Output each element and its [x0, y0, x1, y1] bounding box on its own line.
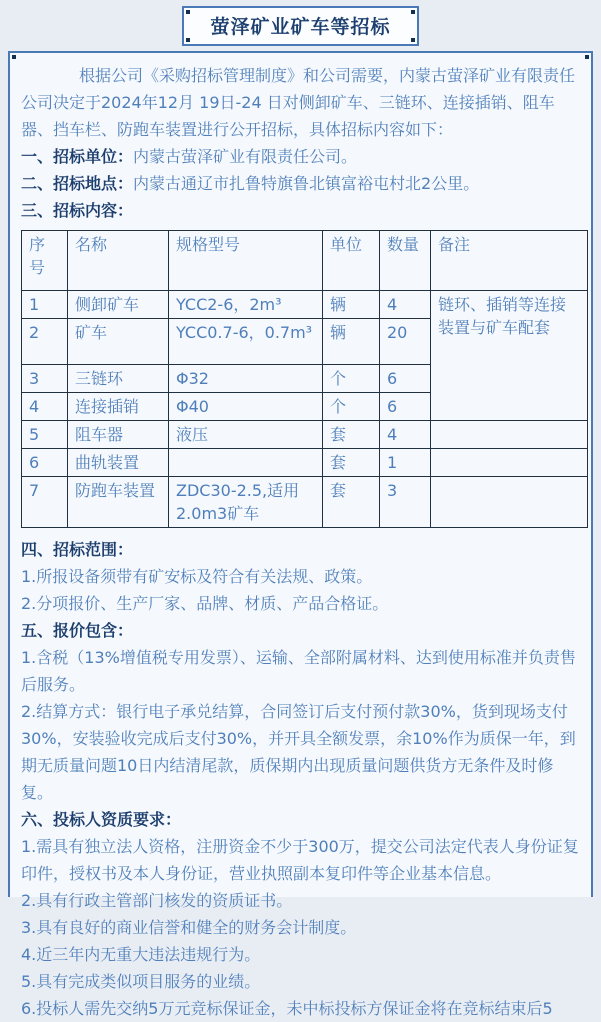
- cell-name: 阻车器: [68, 421, 169, 449]
- table-row: [22, 291, 588, 319]
- table-row: [22, 421, 588, 449]
- cell-spec: YCC2-6，2m³: [169, 291, 323, 319]
- section-label: 三、招标内容：: [21, 201, 134, 220]
- cell-no: 3: [22, 365, 68, 393]
- table-row: [22, 449, 588, 477]
- col-header-qty: 数量: [380, 231, 431, 291]
- cell-name: 曲轨装置: [68, 449, 169, 477]
- cell-no: 5: [22, 421, 68, 449]
- cell-spec: YCC0.7-6，0.7m³: [169, 319, 323, 365]
- section-tender-location: [21, 170, 583, 197]
- cell-qty: 20: [380, 319, 431, 365]
- col-header-remark: 备注: [431, 231, 588, 291]
- section-label: 二、招标地点：: [21, 174, 134, 193]
- table-header-row: [22, 231, 588, 291]
- cell-name: 三链环: [68, 365, 169, 393]
- cell-unit: 套: [323, 477, 380, 528]
- cell-no: 2: [22, 319, 68, 365]
- cell-spec: Φ32: [169, 365, 323, 393]
- section6-item: 2.具有行政主管部门核发的资质证书。: [21, 891, 293, 910]
- col-header-unit: 单位: [323, 231, 380, 291]
- section6-item: 6.投标人需先交纳5万元竞标保证金，未中标投标方保证金将在竞标结束后5: [21, 999, 553, 1018]
- cell-name: 防跑车装置: [68, 477, 169, 528]
- section5-item: 1.含税（13%增值税专用发票）、运输、全部附属材料、达到使用标准并负责售后服务。: [21, 648, 576, 694]
- section-tender-content: [21, 197, 583, 224]
- col-header-no: 序号: [22, 231, 68, 291]
- cell-spec: [169, 449, 323, 477]
- cell-unit: 套: [323, 449, 380, 477]
- tender-items-table: [21, 230, 588, 528]
- corner-dot: [186, 10, 190, 14]
- col-header-name: 名称: [68, 231, 169, 291]
- cell-unit: 套: [323, 421, 380, 449]
- section5-heading: 五、报价包含：: [21, 621, 134, 640]
- intro-paragraph: 根据公司《采购招标管理制度》和公司需要，内蒙古萤泽矿业有限责任公司决定于2024年12月 19日-24 日对侧卸矿车、三链环、连接插销、阻车器、挡车栏、防跑车装置进行公开招标，具体招标内容如下：: [21, 66, 576, 139]
- cell-qty: 6: [380, 365, 431, 393]
- section4-item: 1.所报设备须带有矿安标及符合有关法规、政策。: [21, 567, 373, 586]
- corner-dot: [186, 38, 190, 42]
- table-row: [22, 477, 588, 528]
- section4-heading: 四、招标范围：: [21, 540, 134, 559]
- section-tender-unit: [21, 143, 583, 170]
- section6-item: 5.具有完成类似项目服务的业绩。: [21, 972, 261, 991]
- section6-item: 1.需具有独立法人资格，注册资金不少于300万，提交公司法定代表人身份证复印件，授权书及本人身份证，营业执照副本复印件等企业基本信息。: [21, 837, 579, 883]
- cell-qty: 4: [380, 421, 431, 449]
- cell-qty: 1: [380, 449, 431, 477]
- section5-item: 2.结算方式：银行电子承兑结算，合同签订后支付预付款30%，货到现场支付30%，安装验收完成后支付30%，并开具全额发票，余10%作为质保一年，到期无质量问题10日内结清尾款，质保期内出现质量问题供货方无条件及时修复。: [21, 702, 576, 802]
- corner-dot: [411, 38, 415, 42]
- corner-dot: [411, 10, 415, 14]
- section4-item: 2.分项报价、生产厂家、品牌、材质、产品合格证。: [21, 594, 389, 613]
- cell-remark: [431, 421, 588, 449]
- cell-remark: [431, 449, 588, 477]
- cell-spec: 液压: [169, 421, 323, 449]
- cell-remark-merged: 链环、插销等连接装置与矿车配套: [431, 291, 588, 421]
- cell-spec: ZDC30-2.5,适用2.0m3矿车: [169, 477, 323, 528]
- cell-remark: [431, 477, 588, 528]
- page-title: 萤泽矿业矿车等招标: [210, 16, 391, 38]
- cell-qty: 6: [380, 393, 431, 421]
- corner-dot: [585, 55, 589, 59]
- section6-heading: 六、投标人资质要求：: [21, 810, 182, 829]
- cell-qty: 4: [380, 291, 431, 319]
- section-text: 内蒙古通辽市扎鲁特旗鲁北镇富裕屯村北2公里。: [133, 174, 480, 193]
- cell-name: 侧卸矿车: [68, 291, 169, 319]
- document-body-box: [8, 51, 593, 1018]
- cell-qty: 3: [380, 477, 431, 528]
- cell-unit: 个: [323, 365, 380, 393]
- section-text: 内蒙古萤泽矿业有限责任公司。: [133, 147, 358, 166]
- cell-unit: 个: [323, 393, 380, 421]
- document-title-box: [182, 6, 418, 46]
- section6-item: 3.具有良好的商业信誉和健全的财务会计制度。: [21, 918, 357, 937]
- corner-dot: [12, 55, 16, 59]
- cell-name: 矿车: [68, 319, 169, 365]
- cell-unit: 辆: [323, 319, 380, 365]
- cell-no: 4: [22, 393, 68, 421]
- section-label: 一、招标单位：: [21, 147, 134, 166]
- cell-no: 7: [22, 477, 68, 528]
- cell-unit: 辆: [323, 291, 380, 319]
- cell-name: 连接插销: [68, 393, 169, 421]
- cell-no: 6: [22, 449, 68, 477]
- cell-no: 1: [22, 291, 68, 319]
- cell-spec: Φ40: [169, 393, 323, 421]
- col-header-spec: 规格型号: [169, 231, 323, 291]
- section6-item: 4.近三年内无重大违法违规行为。: [21, 945, 261, 964]
